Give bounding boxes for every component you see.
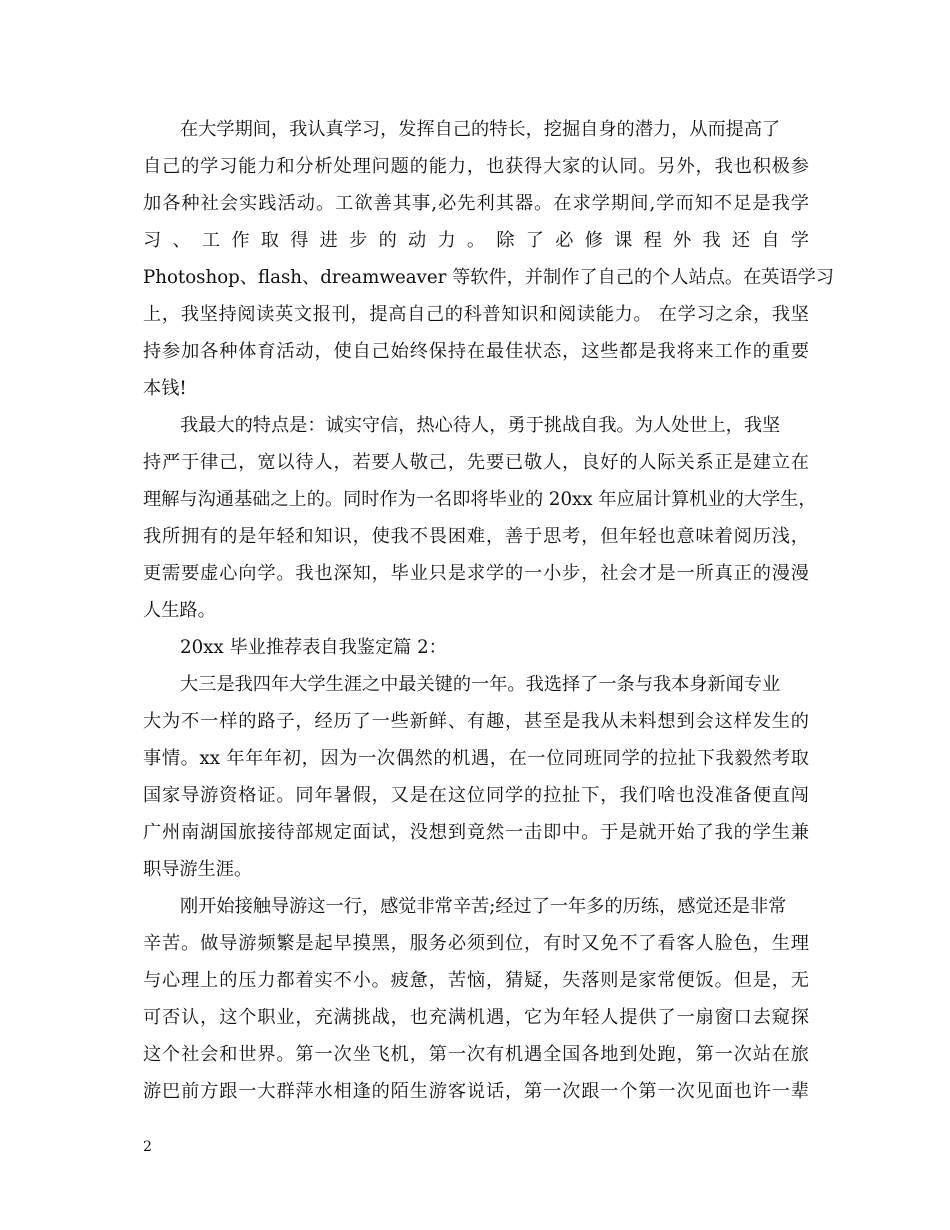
paragraph-2-line-2: 持严于律己，宽以待人，若要人敬己，先要已敬人，良好的人际关系正是建立在 [143, 452, 809, 473]
paragraph-1-line-2: 自己的学习能力和分析处理问题的能力，也获得大家的认同。另外，我也积极参 [143, 156, 809, 177]
paragraph-2-line-1: 我最大的特点是：诚实守信，热心待人，勇于挑战自我。为人处世上，我坚 [180, 415, 781, 436]
paragraph-1-line-1: 在大学期间，我认真学习，发挥自己的特长，挖掘自身的潜力，从而提高了 [180, 119, 781, 140]
page-number: 2 [143, 1139, 152, 1155]
paragraph-1-line-7: 持参加各种体育活动，使自己始终保持在最佳状态，这些都是我将来工作的重要 [143, 341, 809, 362]
paragraph-1-line-4: 习 、 工 作 取 得 进 步 的 动 力 。 除 了 必 修 课 程 外 我 还 自 学 [143, 230, 809, 251]
section-heading-part-2: 20xx 毕业推荐表自我鉴定篇 2： [180, 637, 447, 658]
paragraph-5-line-4: 可否认，这个职业，充满挑战，也充满机遇，它为年轻人提供了一扇窗口去窥探 [143, 1007, 809, 1028]
paragraph-4-line-3: 事情。xx 年年年初，因为一次偶然的机遇，在一位同班同学的拉扯下我毅然考取 [143, 748, 809, 769]
paragraph-4-line-6: 职导游生涯。 [143, 859, 253, 880]
paragraph-2-line-3: 理解与沟通基础之上的。同时作为一名即将毕业的 20xx 年应届计算机业的大学生， [143, 489, 817, 510]
paragraph-5-line-3: 与心理上的压力都着实不小。疲惫，苦恼，猜疑，失落则是家常便饭。但是，无 [143, 970, 809, 991]
paragraph-4-line-1: 大三是我四年大学生涯之中最关键的一年。我选择了一条与我本身新闻专业 [180, 674, 781, 695]
paragraph-1-line-6: 上，我坚持阅读英文报刊，提高自己的科普知识和阅读能力。 在学习之余，我坚 [143, 304, 809, 325]
paragraph-2-line-4: 我所拥有的是年轻和知识，使我不畏困难，善于思考，但年轻也意味着阅历浅， [143, 526, 809, 547]
paragraph-1-line-5: Photoshop、flash、dreamweaver 等软件，并制作了自己的个人站点。在英语学习 [143, 267, 835, 288]
paragraph-4-line-4: 国家导游资格证。同年暑假，又是在这位同学的拉扯下，我们啥也没准备便直闯 [143, 785, 809, 806]
paragraph-4-line-2: 大为不一样的路子，经历了一些新鲜、有趣，甚至是我从未料想到会这样发生的 [143, 711, 809, 732]
paragraph-1-line-8: 本钱! [143, 378, 187, 399]
paragraph-2-line-5: 更需要虚心向学。我也深知，毕业只是求学的一小步，社会才是一所真正的漫漫 [143, 563, 809, 584]
paragraph-1-line-3: 加各种社会实践活动。工欲善其事,必先利其器。在求学期间,学而知不足是我学 [143, 193, 809, 214]
paragraph-5-line-2: 辛苦。做导游频繁是起早摸黑，服务必须到位，有时又免不了看客人脸色，生理 [143, 933, 809, 954]
paragraph-2-line-6: 人生路。 [143, 600, 216, 621]
paragraph-5-line-1: 刚开始接触导游这一行，感觉非常辛苦;经过了一年多的历练，感觉还是非常 [180, 896, 787, 917]
paragraph-4-line-5: 广州南湖国旅接待部规定面试，没想到竟然一击即中。于是就开始了我的学生兼 [143, 822, 809, 843]
paragraph-5-line-5: 这个社会和世界。第一次坐飞机，第一次有机遇全国各地到处跑，第一次站在旅 [143, 1044, 809, 1065]
paragraph-5-line-6: 游巴前方跟一大群萍水相逢的陌生游客说话，第一次跟一个第一次见面也许一辈 [143, 1081, 809, 1102]
